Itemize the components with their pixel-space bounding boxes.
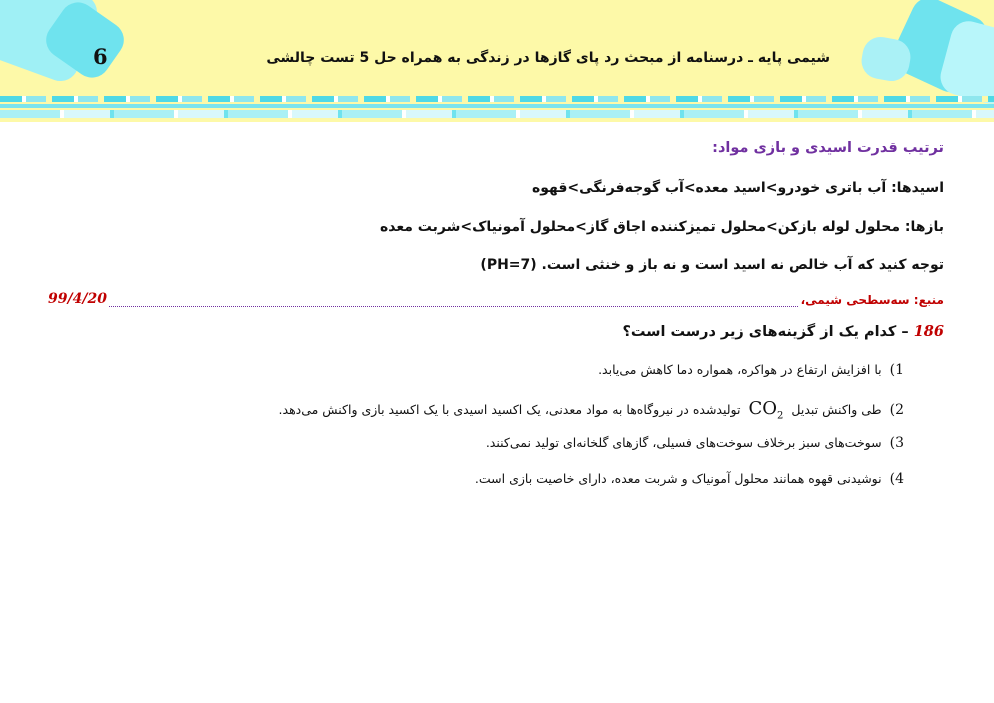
option-number: 4) — [889, 471, 904, 487]
chemical-formula: $CO_2$ — [748, 398, 784, 422]
question-line — [622, 323, 944, 340]
page-number: 6 — [93, 44, 108, 69]
option-3 — [486, 435, 904, 451]
option-1 — [598, 362, 904, 378]
question-number: 186 — [913, 323, 944, 340]
option-text: با افزایش ارتفاع در هواکره، همواره دما کاهش می‌یابد. — [598, 362, 882, 377]
header-decorative-strip — [0, 96, 994, 122]
option-number: 2) — [889, 402, 904, 418]
option-2 — [279, 398, 904, 422]
note-line: توجه کنید که آب خالص نه اسید است و نه باز و خنثی است. (PH=7) — [480, 257, 944, 273]
option-number: 3) — [889, 435, 904, 451]
document-title: شیمی پایه ـ درسنامه از مبحث رد پای گازها در زندگی به همراه حل 5 تست چالشی — [266, 50, 830, 66]
option-text: نوشیدنی قهوه همانند محلول آمونیاک و شربت معده، دارای خاصیت بازی است. — [474, 471, 882, 486]
bases-line: بازها: محلول لوله بازکن>محلول تمیزکننده اجاق گاز>محلول آمونیاک>شربت معده — [380, 219, 944, 235]
option-text-before: طی واکنش تبدیل — [791, 402, 882, 417]
source-label: منبع: سه‌سطحی شیمی، — [800, 293, 944, 307]
question-text: – کدام یک از گزینه‌های زیر درست است؟ — [622, 324, 909, 340]
page-header — [0, 0, 994, 122]
option-4 — [475, 471, 904, 487]
source-date: 99/4/20 — [48, 291, 107, 307]
option-text: سوخت‌های سبز برخلاف سوخت‌های فسیلی، گازهای گلخانه‌ای تولید نمی‌کنند. — [485, 435, 882, 450]
option-number: 1) — [889, 362, 904, 378]
acids-line: اسیدها: آب باتری خودرو>اسید معده>آب گوجه‌فرنگی>قهوه — [531, 180, 944, 196]
source-row — [48, 293, 944, 313]
section-title: ترتیب قدرت اسیدی و بازی مواد: — [712, 140, 944, 156]
option-text-after: تولیدشده در نیروگاه‌ها به مواد معدنی، یک اکسید اسیدی با یک اکسید بازی واکنش می‌دهد. — [278, 402, 741, 417]
